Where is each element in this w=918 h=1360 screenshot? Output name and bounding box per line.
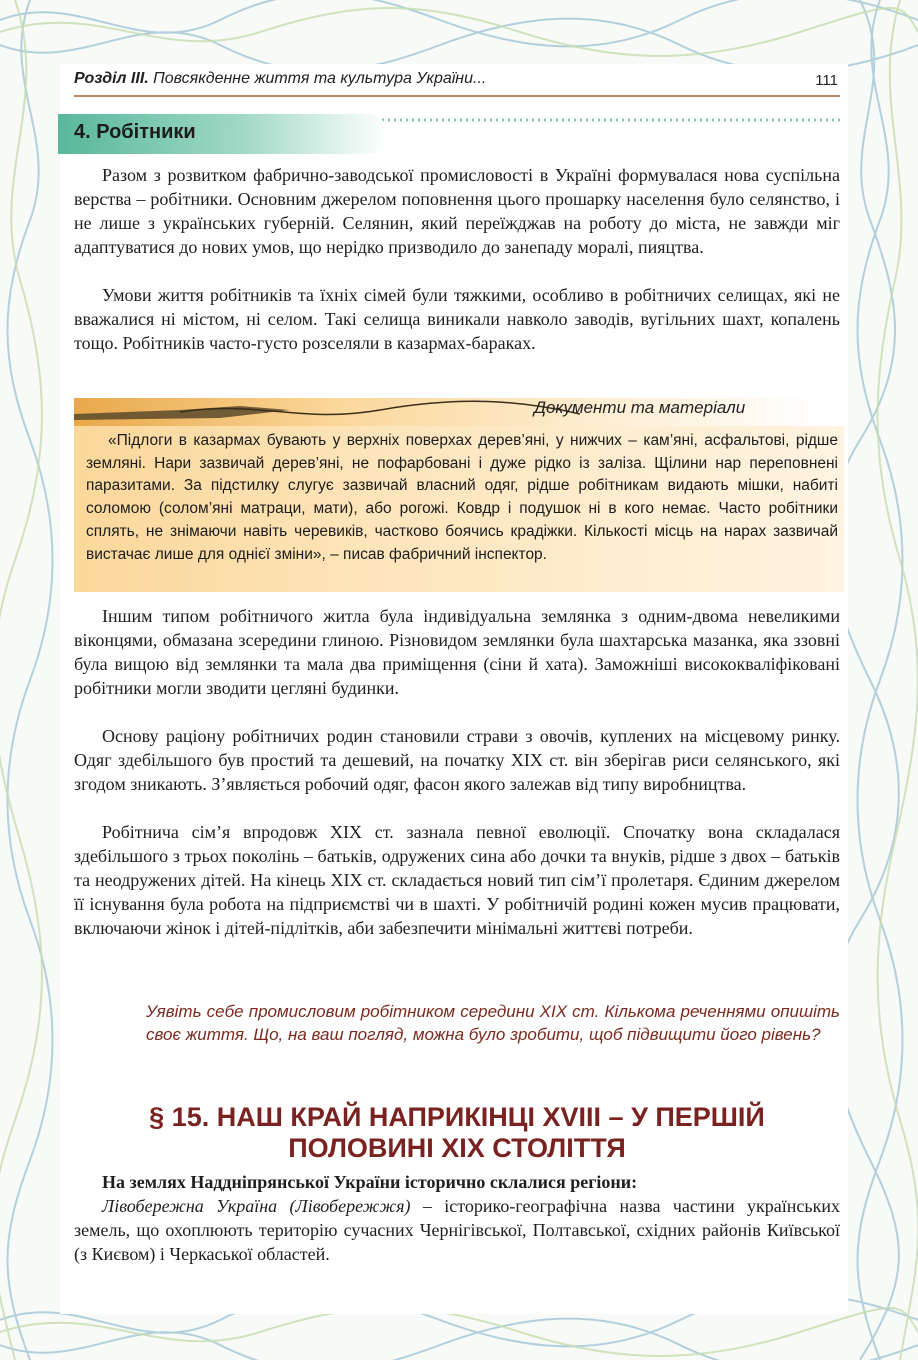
chapter-title: § 15. НАШ КРАЙ НАПРИКІНЦІ XVIII – У ПЕРШІЙ ПОЛОВИНІ ХІХ СТОЛІТТЯ — [149, 1102, 765, 1163]
definition-text: – історико-географічна назва частини українських земель, що охоплюють територію сучасних Чернігівської, Полтавської, східних районів Київської (з Києвом) і Черкаської областей. — [74, 1196, 840, 1264]
header-rule — [74, 95, 840, 97]
definition-term: Лівобережна Україна (Лівобережжя) — [102, 1196, 411, 1216]
paragraph: Іншим типом робітничого житла була індивідуальна землянка з одним-двома невеликими віконцями, обмазана зсередини глиною. Різновидом землянки була шахтарська мазанка, яка ззовні була вищою від землянки та мала два приміщення (сіни й хата). Заможніші висококваліфіковані робітники могли зводити цегляні будинки. — [74, 606, 840, 698]
subheading-text: 4. Робітники — [74, 121, 196, 143]
paragraph: Основу раціону робітничих родин становили страви з овочів, куплених на місцевому ринку. Одяг здебільшого був простий та дешевий, на початку ХІХ ст. він зберігав риси селянського, які згодом зникають. З’являється робочий одяг, фасон якого залежав від типу виробництва. — [74, 726, 840, 794]
definition-paragraph — [74, 1194, 840, 1266]
header-title: Повсякденне життя та культура України... — [153, 70, 487, 87]
documents-label: Документи та матеріали — [534, 398, 746, 417]
lead-sentence: На землях Наддніпрянської України історично склалися регіони: — [102, 1172, 638, 1192]
documents-quote: «Підлоги в казармах бувають у верхніх поверхах дерев’яні, у нижчих – кам’яні, асфальтові, рідше земляні. Нари зазвичай дерев’яні, не пофарбовані і дуже рідко із заліза. Щілини нар переповнені паразитами. За підстилку слугує зазвичай власний одяг, рідше робітникам видають мішки, набиті соломою (солом’яні матраци, мати), або рогожі. Ковдр і подушок ні в кого немає. Часто робітники сплять, не знімаючи навіть черевиків, частково боячись крадіжки. Кількості місць на нарах зазвичай вистачає лише для однієї зміни», – писав фабричний інспектор. — [86, 432, 838, 563]
paragraph: Умови життя робітників та їхніх сімей були тяжкими, особливо в робітничих селищах, які не вважалися ні містом, ні селом. Такі селища виникали навколо заводів, вугільних шахт, копалень тощо. Робітників часто-густо розселяли в казармах-бараках. — [74, 285, 840, 353]
task-question: Уявіть себе промисловим робітником середини ХІХ ст. Кількома реченнями опишіть своє життя. Що, на ваш погляд, можна було зробити, щоб підвищити його рівень? — [146, 1002, 840, 1044]
subheading — [58, 114, 388, 154]
header-section: Розділ ІІІ. — [74, 70, 149, 87]
running-header — [74, 70, 838, 96]
page-number: 111 — [815, 72, 838, 89]
paragraph: Робітнича сім’я впродовж ХІХ ст. зазнала певної еволюції. Спочатку вона складалася здебільшого з трьох поколінь – батьків, одружених сина або дочки та внуків, рідше з двох – батьків та неодружених дітей. На кінець ХІХ ст. складається новий тип сім’ї пролетаря. Єдиним джерелом її існування була робота на підприємстві чи в шахті. У робітничій родині кожен мусив працювати, включаючи жінок і дітей-підлітків, аби забезпечити мінімальні життєві потреби. — [74, 822, 840, 938]
paragraph: Разом з розвитком фабрично-заводської промисловості в Україні формувалася нова суспільна верства – робітники. Основним джерелом поповнення цього прошарку населення було селянство, і не лише з українських губерній. Селянин, який переїжджав на роботу до міста, не завжди міг адаптуватися до нових умов, що нерідко призводило до занепаду моралі, пияцтва. — [74, 165, 840, 257]
